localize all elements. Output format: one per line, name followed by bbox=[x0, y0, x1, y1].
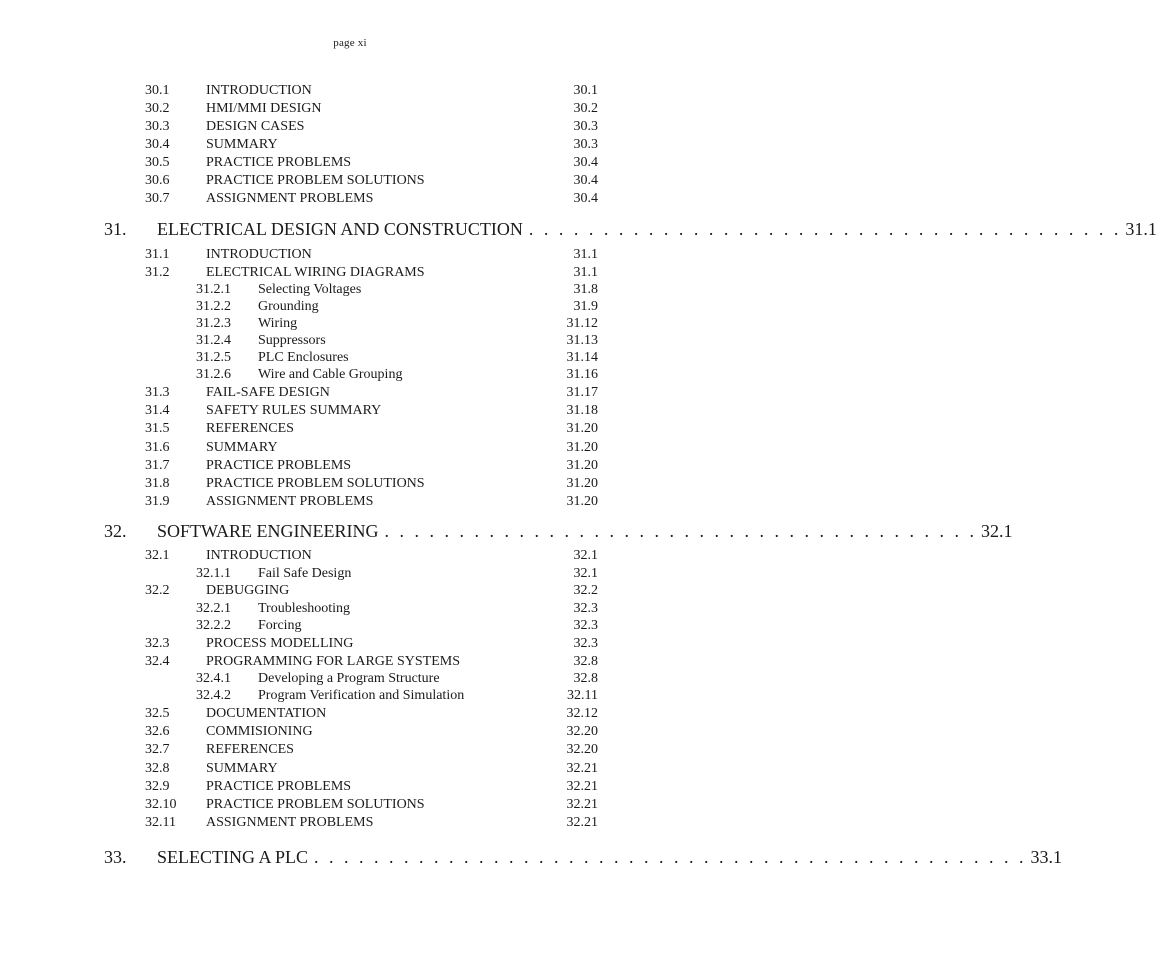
leader-dots: . . . . . . . . . . . . . . . . . . . . . . . . . . . . . . . . . . . . . . . . . . . . . . . . bbox=[314, 847, 1027, 867]
toc-subentry[interactable] bbox=[0, 670, 598, 688]
leader-dots: . . . . . . . . . . . . . . . . . . . . . . . . . . . . . . . . . . . . . . . . bbox=[528, 219, 1122, 239]
toc-subentry[interactable] bbox=[0, 600, 598, 618]
entry-number: 32.2.1 bbox=[196, 601, 231, 616]
entry-number: 32.4.2 bbox=[196, 688, 231, 703]
toc-entry[interactable] bbox=[0, 635, 598, 653]
entry-page: 32.1 bbox=[573, 566, 598, 581]
entry-page: 32.11 bbox=[567, 688, 598, 703]
chapter-number: 32. bbox=[104, 521, 127, 541]
entry-number: 32.1.1 bbox=[196, 566, 231, 581]
entry-number: 32.3 bbox=[145, 636, 170, 651]
entry-number: 31.5 bbox=[145, 421, 170, 436]
toc-entry[interactable] bbox=[0, 118, 598, 136]
toc-subentry[interactable] bbox=[0, 366, 598, 384]
toc-entry[interactable] bbox=[0, 172, 598, 190]
toc-entry[interactable] bbox=[0, 384, 598, 402]
entry-number: 30.3 bbox=[145, 119, 170, 134]
entry-title: PLC Enclosures bbox=[258, 350, 349, 365]
entry-page: 30.4 bbox=[573, 191, 598, 206]
entry-number: 31.9 bbox=[145, 494, 170, 509]
toc-entry[interactable] bbox=[0, 136, 598, 154]
entry-page: 30.3 bbox=[573, 119, 598, 134]
entry-title: DEBUGGING bbox=[206, 583, 290, 598]
toc-entry[interactable] bbox=[0, 814, 598, 832]
toc-entry[interactable] bbox=[0, 439, 598, 457]
toc-subentry[interactable] bbox=[0, 315, 598, 333]
entry-number: 31.2.5 bbox=[196, 350, 231, 365]
entry-title: PRACTICE PROBLEM SOLUTIONS bbox=[206, 173, 425, 188]
chapter-title: SOFTWARE ENGINEERING bbox=[157, 521, 379, 541]
toc-entry[interactable] bbox=[0, 100, 598, 118]
entry-number: 32.6 bbox=[145, 724, 170, 739]
entry-number: 32.4 bbox=[145, 654, 170, 669]
entry-title: SAFETY RULES SUMMARY bbox=[206, 403, 382, 418]
entry-number: 32.2 bbox=[145, 583, 170, 598]
entry-title: Wiring bbox=[258, 316, 298, 331]
entry-page: 31.20 bbox=[566, 421, 598, 436]
entry-number: 30.6 bbox=[145, 173, 170, 188]
toc-entry[interactable] bbox=[0, 796, 598, 814]
toc-subentry[interactable] bbox=[0, 281, 598, 299]
entry-number: 32.11 bbox=[145, 815, 176, 830]
entry-page: 30.4 bbox=[573, 173, 598, 188]
entry-page: 32.3 bbox=[573, 636, 598, 651]
entry-number: 31.1 bbox=[145, 247, 170, 262]
entry-page: 32.3 bbox=[573, 618, 598, 633]
entry-number: 31.8 bbox=[145, 476, 170, 491]
entry-number: 31.2.6 bbox=[196, 367, 231, 382]
entry-title: Wire and Cable Grouping bbox=[258, 367, 403, 382]
entry-page: 30.4 bbox=[573, 155, 598, 170]
entry-title: HMI/MMI DESIGN bbox=[206, 101, 322, 116]
leader-dots: . . . . . . . . . . . . . . . . . . . . . . . . . . . . . . . . . . . . . . . . bbox=[384, 521, 977, 541]
entry-title: INTRODUCTION bbox=[206, 247, 312, 262]
entry-number: 31.2.1 bbox=[196, 282, 231, 297]
entry-number: 31.6 bbox=[145, 440, 170, 455]
chapter-heading-32[interactable] bbox=[0, 519, 1013, 543]
toc-entry[interactable] bbox=[0, 723, 598, 741]
entry-page: 31.9 bbox=[573, 299, 598, 314]
toc-entry[interactable] bbox=[0, 582, 598, 600]
entry-page: 31.1 bbox=[573, 247, 598, 262]
toc-entry[interactable] bbox=[0, 246, 598, 264]
entry-page: 32.8 bbox=[573, 654, 598, 669]
entry-title: PROCESS MODELLING bbox=[206, 636, 354, 651]
entry-number: 32.2.2 bbox=[196, 618, 231, 633]
toc-entry[interactable] bbox=[0, 705, 598, 723]
toc-entry[interactable] bbox=[0, 457, 598, 475]
entry-number: 31.2 bbox=[145, 265, 170, 280]
entry-page: 31.20 bbox=[566, 476, 598, 491]
chapter-page: 32.1 bbox=[980, 521, 1013, 541]
entry-page: 32.20 bbox=[566, 742, 598, 757]
toc-entry[interactable] bbox=[0, 420, 598, 438]
entry-page: 31.14 bbox=[566, 350, 598, 365]
entry-title: PRACTICE PROBLEM SOLUTIONS bbox=[206, 476, 425, 491]
entry-title: Forcing bbox=[258, 618, 302, 633]
entry-title: Troubleshooting bbox=[258, 601, 351, 616]
entry-number: 30.1 bbox=[145, 83, 170, 98]
toc-entry[interactable] bbox=[0, 264, 598, 282]
entry-title: PRACTICE PROBLEMS bbox=[206, 458, 352, 473]
entry-title: Grounding bbox=[258, 299, 319, 314]
entry-title: REFERENCES bbox=[206, 421, 294, 436]
entry-number: 30.5 bbox=[145, 155, 170, 170]
entry-title: Selecting Voltages bbox=[258, 282, 362, 297]
toc-entry[interactable] bbox=[0, 653, 598, 671]
entry-page: 31.18 bbox=[566, 403, 598, 418]
toc-entry[interactable] bbox=[0, 475, 598, 493]
chapter-heading-33[interactable] bbox=[0, 845, 1063, 869]
entry-title: ELECTRICAL WIRING DIAGRAMS bbox=[206, 265, 425, 280]
entry-page: 31.20 bbox=[566, 458, 598, 473]
entry-title: INTRODUCTION bbox=[206, 548, 312, 563]
toc-subentry[interactable] bbox=[0, 298, 598, 316]
entry-number: 30.7 bbox=[145, 191, 170, 206]
entry-title: DESIGN CASES bbox=[206, 119, 305, 134]
entry-number: 32.7 bbox=[145, 742, 170, 757]
toc-entry[interactable] bbox=[0, 82, 598, 100]
entry-title: FAIL-SAFE DESIGN bbox=[206, 385, 330, 400]
entry-page: 32.3 bbox=[573, 601, 598, 616]
toc-entry[interactable] bbox=[0, 154, 598, 172]
entry-page: 32.20 bbox=[566, 724, 598, 739]
entry-page: 30.3 bbox=[573, 137, 598, 152]
entry-page: 32.21 bbox=[566, 797, 598, 812]
entry-title: SUMMARY bbox=[206, 440, 278, 455]
entry-page: 32.8 bbox=[573, 671, 598, 686]
entry-title: Developing a Program Structure bbox=[258, 671, 440, 686]
entry-title: PRACTICE PROBLEMS bbox=[206, 155, 352, 170]
entry-title: PROGRAMMING FOR LARGE SYSTEMS bbox=[206, 654, 460, 669]
entry-number: 32.1 bbox=[145, 548, 170, 563]
toc-subentry[interactable] bbox=[0, 349, 598, 367]
entry-page: 31.16 bbox=[566, 367, 598, 382]
chapter-title: SELECTING A PLC bbox=[157, 847, 309, 867]
entry-title: Fail Safe Design bbox=[258, 566, 352, 581]
chapter-page: 31.1 bbox=[1125, 219, 1157, 239]
chapter-title: ELECTRICAL DESIGN AND CONSTRUCTION bbox=[157, 219, 523, 239]
entry-number: 31.2.2 bbox=[196, 299, 231, 314]
entry-page: 31.17 bbox=[566, 385, 598, 400]
entry-title: ASSIGNMENT PROBLEMS bbox=[206, 191, 374, 206]
toc-entry[interactable] bbox=[0, 760, 598, 778]
entry-title: COMMISIONING bbox=[206, 724, 313, 739]
toc-subentry[interactable] bbox=[0, 617, 598, 635]
entry-number: 32.8 bbox=[145, 761, 170, 776]
toc-entry[interactable] bbox=[0, 778, 598, 796]
entry-title: ASSIGNMENT PROBLEMS bbox=[206, 494, 374, 509]
entry-page: 31.20 bbox=[566, 440, 598, 455]
entry-title: DOCUMENTATION bbox=[206, 706, 327, 721]
entry-number: 31.7 bbox=[145, 458, 170, 473]
entry-title: INTRODUCTION bbox=[206, 83, 312, 98]
entry-page: 31.1 bbox=[573, 265, 598, 280]
entry-page: 32.12 bbox=[566, 706, 598, 721]
entry-title: Program Verification and Simulation bbox=[258, 688, 465, 703]
toc-subentry[interactable] bbox=[0, 687, 598, 705]
chapter-number: 31. bbox=[104, 219, 127, 239]
toc-entry[interactable] bbox=[0, 190, 598, 208]
entry-page: 31.12 bbox=[566, 316, 598, 331]
entry-page: 31.20 bbox=[566, 494, 598, 509]
entry-number: 31.2.4 bbox=[196, 333, 231, 348]
entry-number: 30.4 bbox=[145, 137, 170, 152]
page-header: page xi bbox=[333, 37, 367, 49]
entry-page: 32.21 bbox=[566, 779, 598, 794]
entry-number: 31.3 bbox=[145, 385, 170, 400]
entry-title: SUMMARY bbox=[206, 137, 278, 152]
entry-number: 31.4 bbox=[145, 403, 170, 418]
entry-title: PRACTICE PROBLEM SOLUTIONS bbox=[206, 797, 425, 812]
chapter-page: 33.1 bbox=[1030, 847, 1063, 867]
entry-number: 32.9 bbox=[145, 779, 170, 794]
chapter-heading-31[interactable] bbox=[0, 217, 1157, 241]
entry-number: 31.2.3 bbox=[196, 316, 231, 331]
entry-page: 30.1 bbox=[573, 83, 598, 98]
entry-number: 32.5 bbox=[145, 706, 170, 721]
entry-title: PRACTICE PROBLEMS bbox=[206, 779, 352, 794]
chapter-number: 33. bbox=[104, 847, 127, 867]
entry-page: 31.13 bbox=[566, 333, 598, 348]
entry-number: 32.10 bbox=[145, 797, 177, 812]
entry-page: 32.2 bbox=[573, 583, 598, 598]
entry-page: 30.2 bbox=[573, 101, 598, 116]
entry-title: SUMMARY bbox=[206, 761, 278, 776]
entry-title: REFERENCES bbox=[206, 742, 294, 757]
entry-page: 31.8 bbox=[573, 282, 598, 297]
entry-title: ASSIGNMENT PROBLEMS bbox=[206, 815, 374, 830]
entry-page: 32.1 bbox=[573, 548, 598, 563]
entry-number: 32.4.1 bbox=[196, 671, 231, 686]
toc-entry[interactable] bbox=[0, 741, 598, 759]
toc-entry[interactable] bbox=[0, 547, 598, 565]
toc-subentry[interactable] bbox=[0, 565, 598, 583]
toc-subentry[interactable] bbox=[0, 332, 598, 350]
entry-title: Suppressors bbox=[258, 333, 326, 348]
toc-entry[interactable] bbox=[0, 402, 598, 420]
entry-page: 32.21 bbox=[566, 815, 598, 830]
entry-page: 32.21 bbox=[566, 761, 598, 776]
toc-entry[interactable] bbox=[0, 493, 598, 511]
entry-number: 30.2 bbox=[145, 101, 170, 116]
